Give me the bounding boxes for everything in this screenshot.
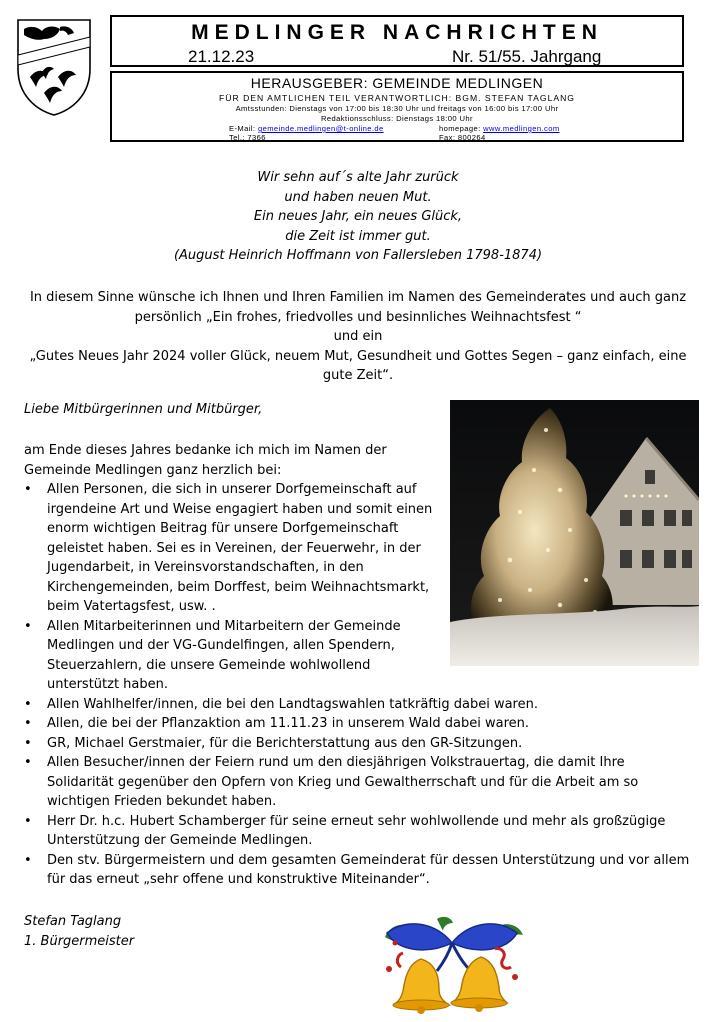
publisher: HERAUSGEBER: GEMEINDE MEDLINGEN [250, 75, 544, 91]
newspaper-title: MEDLINGER NACHRICHTEN [191, 21, 603, 44]
salutation: Liebe Mitbürgerinnen und Mitbürger, [24, 402, 263, 417]
intro-line: am Ende dieses Jahres bedanke ich mich im Namen der [24, 443, 387, 458]
christmas-tree-photo [450, 400, 699, 666]
holiday-greeting [20, 288, 696, 386]
homepage-row [439, 124, 560, 133]
greeting-line: und ein [333, 329, 383, 344]
email-link[interactable]: gemeinde.medlingen@t-online.de [257, 124, 384, 133]
list-item: • GR, Michael Gerstmaier, für die Berichterstattung aus den GR-Sitzungen. [24, 734, 694, 754]
poem-line: Wir sehn auf´s alte Jahr zurück [257, 170, 459, 185]
issue-date: 21.12.23 [188, 47, 255, 66]
coat-of-arms-icon [14, 17, 94, 117]
list-item: • Allen Personen, die sich in unserer Dorfgemeinschaft auf irgendeine Art und Weise engagiert haben und somit einen enorm wichtigen Beitrag für unsere Dorfgemeinschaft geleistet haben. Sei es in Vereinen, der Feuerwehr, in der Jugendarbeit, in Vereinsvorstandschaften, in den Kirchengemeinden, beim Dorffest, beim Weihnachtsmarkt, beim Vatertagsfest, usw. . [24, 480, 442, 617]
poem-line: die Zeit ist immer gut. [285, 228, 431, 244]
telephone: Tel.: 7366 [229, 133, 266, 142]
responsible-line: FÜR DEN AMTLICHEN TEIL VERANTWORTLICH: BGM. STEFAN TAGLANG [219, 93, 575, 103]
homepage-label: homepage: [439, 124, 481, 133]
office-hours: Amtsstunden: Dienstags von 17:00 bis 18:30 Uhr und freitags von 16:00 bis 17:00 Uhr [235, 104, 559, 113]
signer-title: 1. Bürgermeister [24, 934, 135, 949]
fax: Fax: 800264 [439, 133, 486, 142]
list-item: • Den stv. Bürgermeistern und dem gesamten Gemeinderat für dessen Unterstützung und vor allem für das erneut „sehr offene und konstruktive Miteinander“. [24, 851, 694, 890]
letter-intro [24, 441, 444, 480]
editorial-deadline: Redaktionsschluss: Dienstags 18:00 Uhr [321, 114, 473, 123]
issue-number: Nr. 51/55. Jahrgang [452, 47, 602, 66]
greeting-line: gute Zeit“. [322, 368, 394, 383]
list-item: • Herr Dr. h.c. Hubert Schamberger für seine erneut sehr wohlwollende und mehr als großzügige Unterstützung der Gemeinde Medlingen. [24, 812, 694, 851]
list-item: • Allen Mitarbeiterinnen und Mitarbeitern der Gemeinde Medlingen und der VG-Gundelfingen, allen Spendern, Steuerzahlern, die unsere Gemeinde wohlwollend unterstützt haben. [24, 617, 442, 695]
poem-line: Ein neues Jahr, ein neues Glück, [253, 209, 463, 225]
poem-line: und haben neuen Mut. [284, 189, 432, 205]
email-label: E-Mail: [229, 124, 256, 133]
list-item: • Allen Besucher/innen der Feiern rund um den diesjährigen Volkstrauertag, die damit Ihre Solidarität gegenüber den Opfern von Krieg und Gewaltherrschaft und für die Arbeit am so wichtigen Frieden bekundet haben. [24, 753, 694, 812]
signature-block [24, 912, 134, 952]
list-item: • Allen Wahlhelfer/innen, die bei den Landtagswahlen tatkräftig dabei waren. [24, 695, 694, 715]
homepage-link[interactable]: www.medlingen.com [483, 124, 560, 133]
greeting-line: „Gutes Neues Jahr 2024 voller Glück, neuem Mut, Gesundheit und Gottes Segen – ganz einfach, eine [29, 348, 687, 364]
greeting-line: persönlich „Ein frohes, friedvolles und besinnliches Weihnachtsfest “ [134, 309, 582, 325]
christmas-bells-icon [377, 913, 527, 1015]
poem [60, 168, 656, 266]
masthead-title-box [110, 15, 684, 67]
intro-line: Gemeinde Medlingen ganz herzlich bei: [24, 462, 282, 478]
list-item: • Allen, die bei der Pflanzaktion am 11.11.23 in unserem Wald dabei waren. [24, 714, 694, 734]
greeting-line: In diesem Sinne wünsche ich Ihnen und Ihren Familien im Namen des Gemeinderates und auch ganz [29, 290, 687, 305]
poem-attribution: (August Heinrich Hoffmann von Fallersleben 1798-1874) [173, 248, 543, 264]
signer-name: Stefan Taglang [24, 914, 122, 929]
masthead-info-box [110, 71, 684, 142]
email-row [229, 124, 384, 133]
